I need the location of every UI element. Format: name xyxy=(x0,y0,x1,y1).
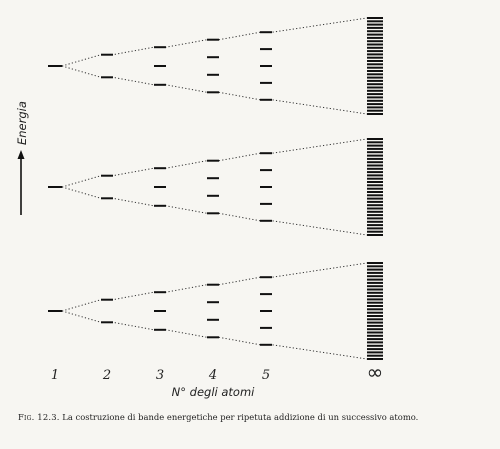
band-lower-envelope xyxy=(62,66,367,114)
figure-number: Fig. 12.3. xyxy=(18,412,60,422)
energy-arrow-icon xyxy=(18,150,25,215)
figure-caption xyxy=(18,412,498,422)
column-label-2: 2 xyxy=(102,368,112,383)
band-panel-1 xyxy=(48,18,383,114)
band-panel-2 xyxy=(48,139,383,235)
column-label-4: 4 xyxy=(208,368,218,383)
column-label-1: 1 xyxy=(50,368,60,383)
band-panel-3 xyxy=(48,263,383,359)
column-label-infinity: ∞ xyxy=(366,360,384,384)
y-axis-label: Energia xyxy=(15,101,29,145)
band-upper-envelope xyxy=(62,18,367,66)
caption-text: La costruzione di bande energetiche per ripetuta addizione di un successivo atomo. xyxy=(62,412,419,422)
column-label-5: 5 xyxy=(261,368,271,383)
band-upper-envelope xyxy=(62,139,367,187)
band-upper-envelope xyxy=(62,263,367,311)
band-lower-envelope xyxy=(62,311,367,359)
column-label-3: 3 xyxy=(155,368,165,383)
band-lower-envelope xyxy=(62,187,367,235)
x-axis-label: N° degli atomi xyxy=(171,385,255,399)
